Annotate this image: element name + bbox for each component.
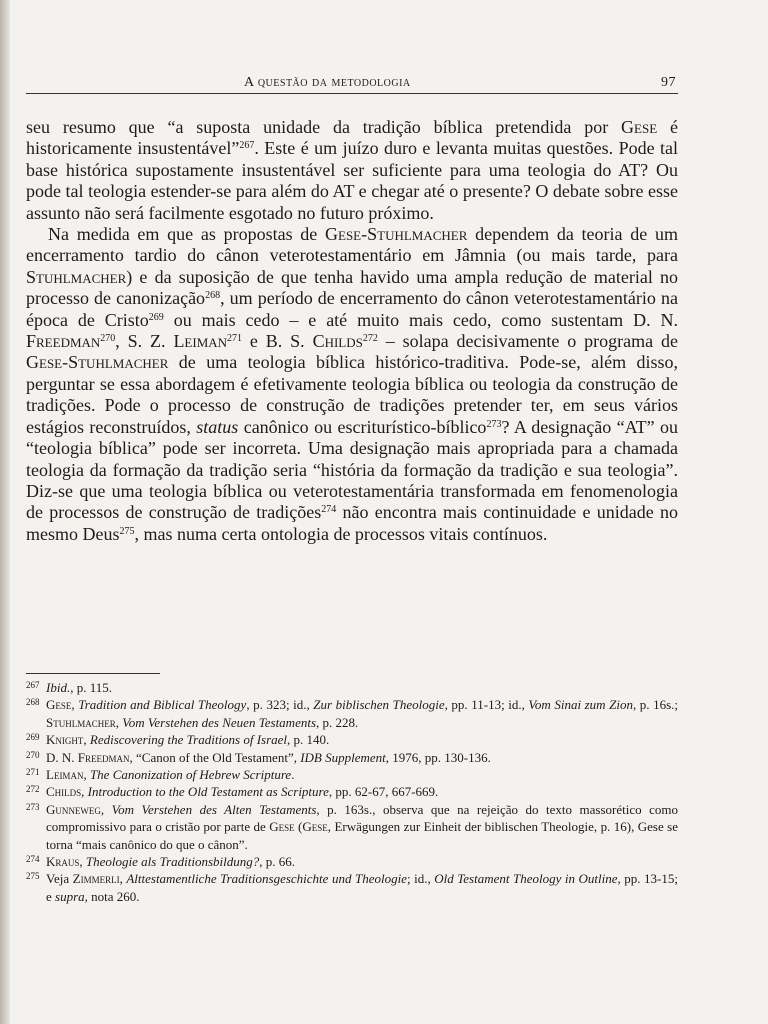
text-run: dependem da teoria de um encerramento tardio do cânon veterotestamentário em Jâmnia (ou mais tarde, para: [26, 224, 678, 266]
text-run: , um período de encerramento do cânon veterotestamentário na época de Cristo: [26, 288, 678, 330]
footnote-number: 274: [26, 854, 40, 865]
footnote-ref[interactable]: 269: [148, 311, 164, 323]
footnote-ref[interactable]: 273: [486, 418, 502, 430]
paragraph-1: [26, 117, 678, 224]
italic-title: Introduction to the Old Testament as Scripture: [87, 784, 329, 800]
book-spine-shadow: [0, 0, 10, 1024]
text-run: , S. Z.: [115, 331, 174, 352]
text-run: D. N.: [46, 749, 78, 765]
footnote-ref[interactable]: 268: [205, 290, 221, 302]
text-run: ,: [119, 871, 127, 887]
text-run: , p. 140.: [287, 732, 330, 748]
italic-title: supra: [55, 888, 85, 904]
text-run: , pp. 13-15; e: [46, 871, 678, 904]
text-run: e B. S.: [242, 331, 313, 352]
text-run: , “Canon of the Old Testament”,: [129, 749, 301, 765]
text-run: ; id.,: [406, 871, 435, 887]
text-run: , p. 115.: [70, 680, 112, 695]
author-name: Gese: [302, 819, 328, 835]
footnote-268: [26, 696, 678, 731]
author-name: Zimmerli: [72, 871, 120, 887]
italic-title: Zur biblischen Theologie: [313, 697, 445, 713]
text-run: é historicamente insustentável”: [26, 117, 678, 159]
text-run: Veja: [46, 871, 73, 887]
footnote-270: [26, 749, 678, 766]
italic-term: status: [196, 416, 239, 437]
text-run: ,: [115, 714, 123, 730]
author-name: Stuhlmacher: [26, 266, 127, 287]
text-run: ,: [81, 784, 88, 800]
italic-title: Alttestamentliche Traditionsgeschichte und Theologie: [126, 871, 407, 887]
author-name: Stuhlmacher: [46, 714, 116, 730]
footnote-separator: [26, 673, 160, 674]
author-name: Childs: [312, 331, 363, 352]
italic-title: IDB Supplement: [300, 749, 386, 765]
author-name: Freedman: [26, 331, 101, 352]
footnote-271: [26, 766, 678, 783]
footnote-ref[interactable]: 272: [362, 333, 378, 345]
footnote-number: 268: [26, 697, 40, 708]
text-run: ? A designação “AT” ou “teologia bíblica” pode ser incorreta. Uma designação mais apropriada para a chamada teologia da formação da tradição seria “história da formação da tradição e sua teologia”. Diz-se que uma teologia bíblica ou veterotestamentária transformada em fenomenologia de processos de construção de tradições: [26, 416, 678, 523]
text-run: não encontra mais continuidade e unidade no mesmo Deus: [26, 502, 678, 544]
author-name: Gese: [269, 819, 295, 835]
text-run: ou mais cedo – e até muito mais cedo, como sustentam D. N.: [163, 309, 678, 330]
text-run: .: [291, 767, 295, 783]
footnote-number: 269: [26, 732, 40, 743]
text-run: , nota 260.: [84, 888, 140, 904]
author-name: Freedman: [77, 749, 130, 765]
footnote-ref[interactable]: 267: [239, 140, 255, 152]
main-text: [26, 117, 678, 545]
author-name: Leiman: [46, 767, 84, 783]
italic-title: Vom Sinai zum Zion: [528, 697, 633, 713]
text-run: . Este é um juízo duro e levanta muitas questões. Pode tal base histórica supostamente insustentável ser suficiente para uma teologia do AT? Ou pode tal teologia estender-se para além do AT e chegar até o presente? O debate sobre esse assunto não será facilmente esgotado no futuro próximo.: [26, 138, 679, 223]
author-name: Childs: [46, 784, 82, 800]
text-run: , p. 323; id.,: [246, 697, 314, 713]
text-run: , mas numa certa ontologia de processos vitais contínuos.: [134, 523, 548, 544]
footnote-269: [26, 731, 678, 748]
author-name: Knight: [46, 732, 84, 748]
text-run: , p. 66.: [259, 854, 296, 870]
text-run: ,: [83, 767, 90, 783]
text-run: , p. 228.: [316, 714, 359, 730]
italic-title: Ibid.: [46, 680, 71, 695]
author-name: Gese-Stuhlmacher: [26, 352, 169, 373]
text-run: , p. 163s., observa que na rejeição do texto massorético como compromissivo para o cristão por parte de: [46, 801, 679, 835]
footnote-274: [26, 853, 678, 870]
footnote-273: [26, 801, 678, 853]
italic-title: Theologie als Traditionsbildung?: [85, 854, 260, 870]
author-name: Kraus: [46, 854, 80, 870]
footnote-ref[interactable]: 274: [321, 504, 337, 516]
text-run: ,: [100, 801, 112, 817]
footnote-number: 270: [26, 749, 40, 760]
footnote-267: [26, 679, 678, 696]
italic-title: Old Testament Theology in Outline: [434, 871, 618, 887]
paragraph-2: [26, 224, 678, 545]
text-run: , Erwägungen zur Einheit der biblischen Theologie, p. 16), Gese se torna “mais canônico do que o cânon”.: [46, 819, 679, 852]
author-name: Gese: [46, 697, 72, 713]
italic-title: Tradition and Biblical Theology: [78, 697, 247, 713]
footnote-ref[interactable]: 271: [227, 333, 243, 345]
text-run: – solapa decisivamente o programa de: [377, 331, 678, 352]
italic-title: Vom Verstehen des Neuen Testaments: [122, 714, 317, 730]
footnote-number: 275: [26, 871, 40, 882]
text-run: ,: [71, 697, 79, 713]
italic-title: The Canonization of Hebrew Scripture: [89, 767, 292, 783]
author-name: Gese-Stuhlmacher: [325, 224, 468, 245]
text-run: canônico ou escriturístico-bíblico: [238, 416, 487, 437]
running-title: A questão da metodologia: [244, 75, 411, 90]
footnote-number: 272: [26, 784, 40, 795]
text-run: ,: [79, 854, 86, 870]
page-number: 97: [661, 75, 676, 90]
author-name: Gese: [621, 117, 658, 137]
footnote-ref[interactable]: 270: [100, 333, 116, 345]
footnote-number: 267: [26, 680, 40, 690]
text-run: (: [294, 819, 303, 835]
text-run: , p. 16s.;: [632, 697, 679, 713]
text-run: , 1976, pp. 130-136.: [385, 749, 491, 765]
footnote-275: [26, 870, 678, 905]
footnote-272: [26, 783, 678, 800]
footnote-number: 273: [26, 801, 40, 812]
italic-title: Rediscovering the Traditions of Israel: [89, 732, 288, 748]
footnote-number: 271: [26, 767, 40, 778]
text-run: , pp. 11-13; id.,: [444, 697, 529, 713]
running-header: [26, 75, 678, 94]
text-run: , pp. 62-67, 667-669.: [328, 784, 439, 800]
author-name: Gunneweg: [46, 801, 101, 817]
text-run: ) e da suposição de que tenha havido uma ampla redução de material no processo de canonização: [26, 266, 678, 309]
text-run: Na medida em que as propostas de: [48, 224, 326, 245]
text-run: seu resumo que “a suposta unidade da tradição bíblica pretendida por: [26, 117, 622, 137]
footnotes: [26, 679, 678, 905]
text-run: de uma teologia bíblica histórico-traditiva. Pode-se, além disso, perguntar se essa abordagem é efetivamente teologia bíblica ou teologia da construção de tradições. Pode o processo de construção de tradições pretender ter, em seus vários estágios reconstruídos,: [26, 352, 678, 437]
footnote-ref[interactable]: 275: [119, 525, 135, 537]
author-name: Leiman: [173, 331, 228, 352]
text-run: ,: [83, 732, 90, 748]
italic-title: Vom Verstehen des Alten Testaments: [111, 801, 317, 817]
